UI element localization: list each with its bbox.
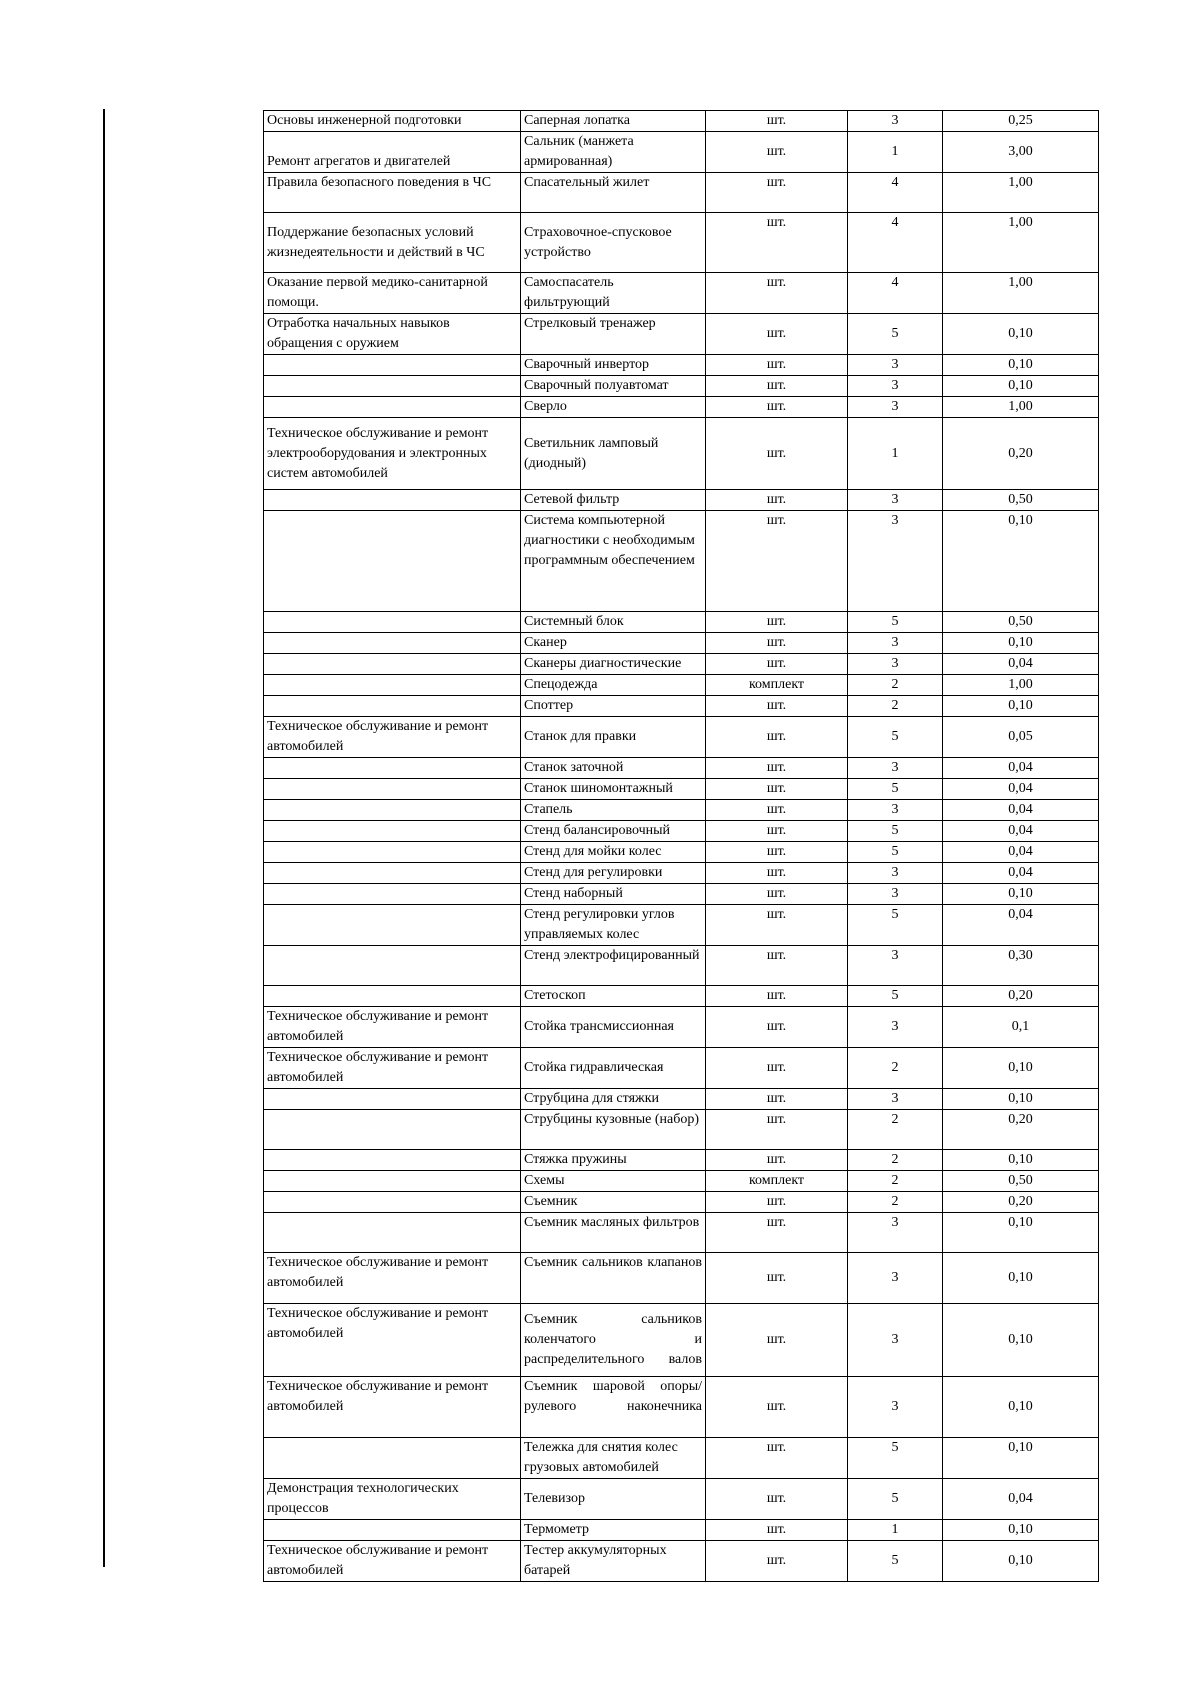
table-cell-item: Сверло (521, 397, 706, 418)
table-cell-rate: 0,04 (943, 821, 1099, 842)
table-cell-unit: комплект (706, 675, 848, 696)
table-cell-qty: 3 (848, 758, 943, 779)
table-cell-section: Техническое обслуживание и ремонт автомобилей (264, 1541, 521, 1582)
table-cell-unit: шт. (706, 213, 848, 273)
table-cell-rate: 1,00 (943, 675, 1099, 696)
table-cell-unit: шт. (706, 1304, 848, 1377)
table-cell-unit: шт. (706, 1479, 848, 1520)
table-cell-item: Съемник шаровой опоры/рулевого наконечника (521, 1377, 706, 1438)
table-cell-unit: комплект (706, 1171, 848, 1192)
equipment-table-body (264, 111, 1099, 1582)
table-row (264, 355, 1099, 376)
table-cell-rate: 0,10 (943, 1520, 1099, 1541)
table-cell-section (264, 821, 521, 842)
table-cell-qty: 4 (848, 173, 943, 213)
table-cell-unit: шт. (706, 1150, 848, 1171)
table-cell-item: Стяжка пружины (521, 1150, 706, 1171)
table-row (264, 490, 1099, 511)
table-cell-section (264, 905, 521, 946)
table-cell-section (264, 511, 521, 612)
table-cell-unit: шт. (706, 696, 848, 717)
table-cell-section: Демонстрация технологических процессов (264, 1479, 521, 1520)
table-row (264, 821, 1099, 842)
table-row (264, 1304, 1099, 1377)
table-cell-rate: 0,10 (943, 884, 1099, 905)
table-cell-section: Оказание первой медико-санитарной помощи. (264, 273, 521, 314)
table-cell-qty: 5 (848, 717, 943, 758)
table-row (264, 1253, 1099, 1304)
table-cell-rate: 3,00 (943, 132, 1099, 173)
table-cell-item: Сканер (521, 633, 706, 654)
table-row (264, 696, 1099, 717)
table-cell-section (264, 779, 521, 800)
table-cell-rate: 0,04 (943, 1479, 1099, 1520)
table-cell-rate: 0,05 (943, 717, 1099, 758)
table-cell-item: Системный блок (521, 612, 706, 633)
table-cell-qty: 3 (848, 1007, 943, 1048)
table-cell-rate: 0,1 (943, 1007, 1099, 1048)
table-row (264, 1541, 1099, 1582)
table-cell-section (264, 355, 521, 376)
table-cell-item: Сварочный полуавтомат (521, 376, 706, 397)
table-cell-item: Спасательный жилет (521, 173, 706, 213)
table-cell-item: Съемник сальников клапанов (521, 1253, 706, 1304)
table-cell-section: Ремонт агрегатов и двигателей (264, 132, 521, 173)
table-cell-unit: шт. (706, 314, 848, 355)
table-cell-section: Техническое обслуживание и ремонт автомобилей (264, 1377, 521, 1438)
table-cell-rate: 0,25 (943, 111, 1099, 132)
table-cell-qty: 3 (848, 490, 943, 511)
table-cell-qty: 5 (848, 821, 943, 842)
table-row (264, 1377, 1099, 1438)
table-cell-rate: 0,10 (943, 355, 1099, 376)
table-cell-unit: шт. (706, 1007, 848, 1048)
table-cell-section (264, 946, 521, 986)
table-cell-qty: 5 (848, 986, 943, 1007)
table-cell-rate: 0,10 (943, 696, 1099, 717)
table-cell-rate: 0,04 (943, 905, 1099, 946)
table-cell-unit: шт. (706, 1192, 848, 1213)
table-cell-unit: шт. (706, 758, 848, 779)
table-row (264, 779, 1099, 800)
table-cell-section: Основы инженерной подготовки (264, 111, 521, 132)
table-cell-rate: 0,10 (943, 1048, 1099, 1089)
table-cell-unit: шт. (706, 397, 848, 418)
table-cell-rate: 0,10 (943, 376, 1099, 397)
table-cell-rate: 0,10 (943, 1438, 1099, 1479)
table-row (264, 842, 1099, 863)
table-cell-item: Струбцина для стяжки (521, 1089, 706, 1110)
table-cell-item: Стенд регулировки углов управляемых колес (521, 905, 706, 946)
table-row (264, 1150, 1099, 1171)
table-row (264, 273, 1099, 314)
table-row (264, 800, 1099, 821)
table-cell-qty: 3 (848, 376, 943, 397)
table-cell-item: Сальник (манжета армированная) (521, 132, 706, 173)
table-cell-unit: шт. (706, 986, 848, 1007)
table-cell-item: Термометр (521, 1520, 706, 1541)
table-cell-qty: 3 (848, 946, 943, 986)
table-cell-unit: шт. (706, 1048, 848, 1089)
table-cell-item: Стойка гидравлическая (521, 1048, 706, 1089)
table-cell-unit: шт. (706, 863, 848, 884)
table-cell-unit: шт. (706, 779, 848, 800)
table-cell-unit: шт. (706, 905, 848, 946)
table-cell-qty: 3 (848, 633, 943, 654)
table-cell-section (264, 1213, 521, 1253)
table-cell-unit: шт. (706, 1110, 848, 1150)
table-cell-qty: 3 (848, 397, 943, 418)
table-cell-item: Светильник ламповый (диодный) (521, 418, 706, 490)
table-cell-item: Стенд наборный (521, 884, 706, 905)
table-cell-rate: 0,50 (943, 490, 1099, 511)
table-cell-qty: 3 (848, 1089, 943, 1110)
table-cell-item: Тележка для снятия колес грузовых автомобилей (521, 1438, 706, 1479)
table-cell-qty: 3 (848, 800, 943, 821)
table-cell-item: Самоспасатель фильтрующий (521, 273, 706, 314)
table-cell-qty: 3 (848, 884, 943, 905)
table-cell-item: Стапель (521, 800, 706, 821)
table-cell-unit: шт. (706, 612, 848, 633)
table-cell-qty: 3 (848, 1213, 943, 1253)
table-cell-qty: 2 (848, 1048, 943, 1089)
table-cell-qty: 5 (848, 314, 943, 355)
table-cell-item: Саперная лопатка (521, 111, 706, 132)
table-cell-unit: шт. (706, 273, 848, 314)
table-cell-rate: 0,20 (943, 1110, 1099, 1150)
table-cell-rate: 0,50 (943, 1171, 1099, 1192)
table-cell-unit: шт. (706, 1253, 848, 1304)
table-cell-rate: 0,50 (943, 612, 1099, 633)
table-cell-rate: 0,10 (943, 1541, 1099, 1582)
table-cell-item: Станок шиномонтажный (521, 779, 706, 800)
table-cell-section (264, 800, 521, 821)
table-cell-unit: шт. (706, 842, 848, 863)
table-cell-rate: 1,00 (943, 173, 1099, 213)
table-cell-unit: шт. (706, 1438, 848, 1479)
table-cell-unit: шт. (706, 376, 848, 397)
table-cell-item: Станок заточной (521, 758, 706, 779)
table-cell-rate: 1,00 (943, 213, 1099, 273)
table-row (264, 511, 1099, 612)
table-row (264, 905, 1099, 946)
table-row (264, 1192, 1099, 1213)
table-cell-qty: 2 (848, 696, 943, 717)
table-row (264, 717, 1099, 758)
left-margin-line (103, 109, 105, 1567)
table-cell-qty: 2 (848, 1171, 943, 1192)
table-row (264, 1438, 1099, 1479)
table-cell-item: Сетевой фильтр (521, 490, 706, 511)
table-row (264, 418, 1099, 490)
table-cell-rate: 0,20 (943, 1192, 1099, 1213)
table-cell-unit: шт. (706, 821, 848, 842)
table-row (264, 1213, 1099, 1253)
table-cell-section: Техническое обслуживание и ремонт автомобилей (264, 1304, 521, 1377)
table-cell-rate: 1,00 (943, 397, 1099, 418)
table-cell-qty: 3 (848, 111, 943, 132)
table-cell-rate: 0,10 (943, 511, 1099, 612)
table-cell-item: Сканеры диагностические (521, 654, 706, 675)
table-cell-qty: 1 (848, 1520, 943, 1541)
table-cell-qty: 5 (848, 612, 943, 633)
table-cell-unit: шт. (706, 633, 848, 654)
table-cell-section: Техническое обслуживание и ремонт электрооборудования и электронных систем автомобилей (264, 418, 521, 490)
table-cell-rate: 0,10 (943, 1150, 1099, 1171)
table-cell-qty: 1 (848, 418, 943, 490)
table-cell-item: Стенд для мойки колес (521, 842, 706, 863)
table-row (264, 884, 1099, 905)
table-cell-section (264, 863, 521, 884)
table-cell-rate: 0,04 (943, 758, 1099, 779)
table-cell-section (264, 1520, 521, 1541)
table-cell-rate: 0,10 (943, 1304, 1099, 1377)
table-cell-section: Техническое обслуживание и ремонт автомобилей (264, 717, 521, 758)
table-row (264, 1479, 1099, 1520)
table-cell-item: Съемник масляных фильтров (521, 1213, 706, 1253)
table-cell-qty: 5 (848, 905, 943, 946)
table-cell-unit: шт. (706, 1541, 848, 1582)
table-cell-section: Правила безопасного поведения в ЧС (264, 173, 521, 213)
table-cell-qty: 5 (848, 1541, 943, 1582)
table-cell-unit: шт. (706, 173, 848, 213)
table-cell-rate: 0,10 (943, 314, 1099, 355)
table-cell-rate: 0,04 (943, 842, 1099, 863)
table-row (264, 111, 1099, 132)
table-cell-section: Поддержание безопасных условий жизнедеятельности и действий в ЧС (264, 213, 521, 273)
table-cell-item: Страховочное-спусковое устройство (521, 213, 706, 273)
table-cell-rate: 0,10 (943, 1089, 1099, 1110)
table-cell-section (264, 758, 521, 779)
table-cell-unit: шт. (706, 418, 848, 490)
table-cell-unit: шт. (706, 1377, 848, 1438)
table-cell-section (264, 1171, 521, 1192)
table-cell-rate: 0,10 (943, 1213, 1099, 1253)
table-cell-qty: 4 (848, 273, 943, 314)
table-cell-unit: шт. (706, 132, 848, 173)
table-row (264, 1048, 1099, 1089)
table-cell-item: Споттер (521, 696, 706, 717)
table-cell-item: Съемник сальников коленчатого и распределительного валов (521, 1304, 706, 1377)
table-cell-section (264, 1438, 521, 1479)
table-cell-qty: 3 (848, 355, 943, 376)
table-cell-item: Схемы (521, 1171, 706, 1192)
table-row (264, 758, 1099, 779)
table-cell-unit: шт. (706, 800, 848, 821)
table-cell-qty: 5 (848, 842, 943, 863)
table-cell-item: Стойка трансмиссионная (521, 1007, 706, 1048)
table-cell-item: Стенд балансировочный (521, 821, 706, 842)
table-row (264, 946, 1099, 986)
table-row (264, 1520, 1099, 1541)
table-cell-unit: шт. (706, 1089, 848, 1110)
table-cell-section (264, 842, 521, 863)
table-cell-section (264, 633, 521, 654)
table-cell-section: Техническое обслуживание и ремонт автомобилей (264, 1048, 521, 1089)
table-cell-section (264, 884, 521, 905)
table-cell-qty: 2 (848, 1192, 943, 1213)
table-cell-unit: шт. (706, 511, 848, 612)
table-cell-item: Стетоскоп (521, 986, 706, 1007)
table-cell-rate: 0,20 (943, 418, 1099, 490)
table-cell-section (264, 1150, 521, 1171)
table-cell-rate: 1,00 (943, 273, 1099, 314)
table-cell-item: Струбцины кузовные (набор) (521, 1110, 706, 1150)
table-cell-item: Сварочный инвертор (521, 355, 706, 376)
table-cell-unit: шт. (706, 490, 848, 511)
table-row (264, 986, 1099, 1007)
table-cell-unit: шт. (706, 355, 848, 376)
table-cell-rate: 0,04 (943, 800, 1099, 821)
table-cell-section (264, 397, 521, 418)
table-cell-section: Отработка начальных навыков обращения с оружием (264, 314, 521, 355)
table-cell-section (264, 1089, 521, 1110)
table-row (264, 132, 1099, 173)
table-cell-qty: 3 (848, 863, 943, 884)
table-cell-qty: 3 (848, 1304, 943, 1377)
table-cell-qty: 5 (848, 779, 943, 800)
table-cell-section (264, 675, 521, 696)
table-cell-section (264, 1192, 521, 1213)
table-cell-unit: шт. (706, 884, 848, 905)
table-cell-item: Стенд электрофицированный (521, 946, 706, 986)
table-cell-qty: 1 (848, 132, 943, 173)
table-cell-section (264, 654, 521, 675)
table-row (264, 397, 1099, 418)
table-cell-rate: 0,30 (943, 946, 1099, 986)
table-row (264, 1089, 1099, 1110)
table-cell-rate: 0,20 (943, 986, 1099, 1007)
table-cell-unit: шт. (706, 111, 848, 132)
table-cell-section: Техническое обслуживание и ремонт автомобилей (264, 1253, 521, 1304)
table-cell-unit: шт. (706, 946, 848, 986)
table-cell-unit: шт. (706, 1213, 848, 1253)
table-row (264, 1007, 1099, 1048)
table-cell-rate: 0,10 (943, 633, 1099, 654)
table-cell-qty: 3 (848, 1253, 943, 1304)
table-cell-rate: 0,10 (943, 1377, 1099, 1438)
table-cell-rate: 0,10 (943, 1253, 1099, 1304)
table-cell-item: Тестер аккумуляторных батарей (521, 1541, 706, 1582)
table-row (264, 654, 1099, 675)
table-cell-section (264, 376, 521, 397)
table-cell-qty: 2 (848, 675, 943, 696)
table-row (264, 173, 1099, 213)
table-row (264, 612, 1099, 633)
table-row (264, 633, 1099, 654)
table-cell-qty: 4 (848, 213, 943, 273)
table-cell-item: Стрелковый тренажер (521, 314, 706, 355)
table-cell-item: Телевизор (521, 1479, 706, 1520)
table-row (264, 213, 1099, 273)
table-cell-item: Спецодежда (521, 675, 706, 696)
table-cell-item: Стенд для регулировки (521, 863, 706, 884)
table-cell-qty: 3 (848, 654, 943, 675)
table-cell-unit: шт. (706, 654, 848, 675)
table-cell-qty: 2 (848, 1150, 943, 1171)
table-cell-section (264, 696, 521, 717)
table-row (264, 675, 1099, 696)
table-cell-qty: 5 (848, 1438, 943, 1479)
table-row (264, 314, 1099, 355)
table-row (264, 1171, 1099, 1192)
table-cell-section (264, 1110, 521, 1150)
table-row (264, 1110, 1099, 1150)
table-cell-item: Съемник (521, 1192, 706, 1213)
table-row (264, 376, 1099, 397)
table-cell-unit: шт. (706, 1520, 848, 1541)
equipment-table (263, 110, 1099, 1582)
table-cell-section: Техническое обслуживание и ремонт автомобилей (264, 1007, 521, 1048)
table-cell-item: Станок для правки (521, 717, 706, 758)
table-cell-section (264, 612, 521, 633)
table-cell-rate: 0,04 (943, 863, 1099, 884)
table-row (264, 863, 1099, 884)
table-cell-qty: 5 (848, 1479, 943, 1520)
table-cell-rate: 0,04 (943, 654, 1099, 675)
table-cell-section (264, 490, 521, 511)
table-cell-qty: 2 (848, 1110, 943, 1150)
table-cell-section (264, 986, 521, 1007)
table-cell-unit: шт. (706, 717, 848, 758)
table-cell-qty: 3 (848, 511, 943, 612)
table-cell-item: Система компьютерной диагностики с необходимым программным обеспечением (521, 511, 706, 612)
table-cell-qty: 3 (848, 1377, 943, 1438)
table-cell-rate: 0,04 (943, 779, 1099, 800)
